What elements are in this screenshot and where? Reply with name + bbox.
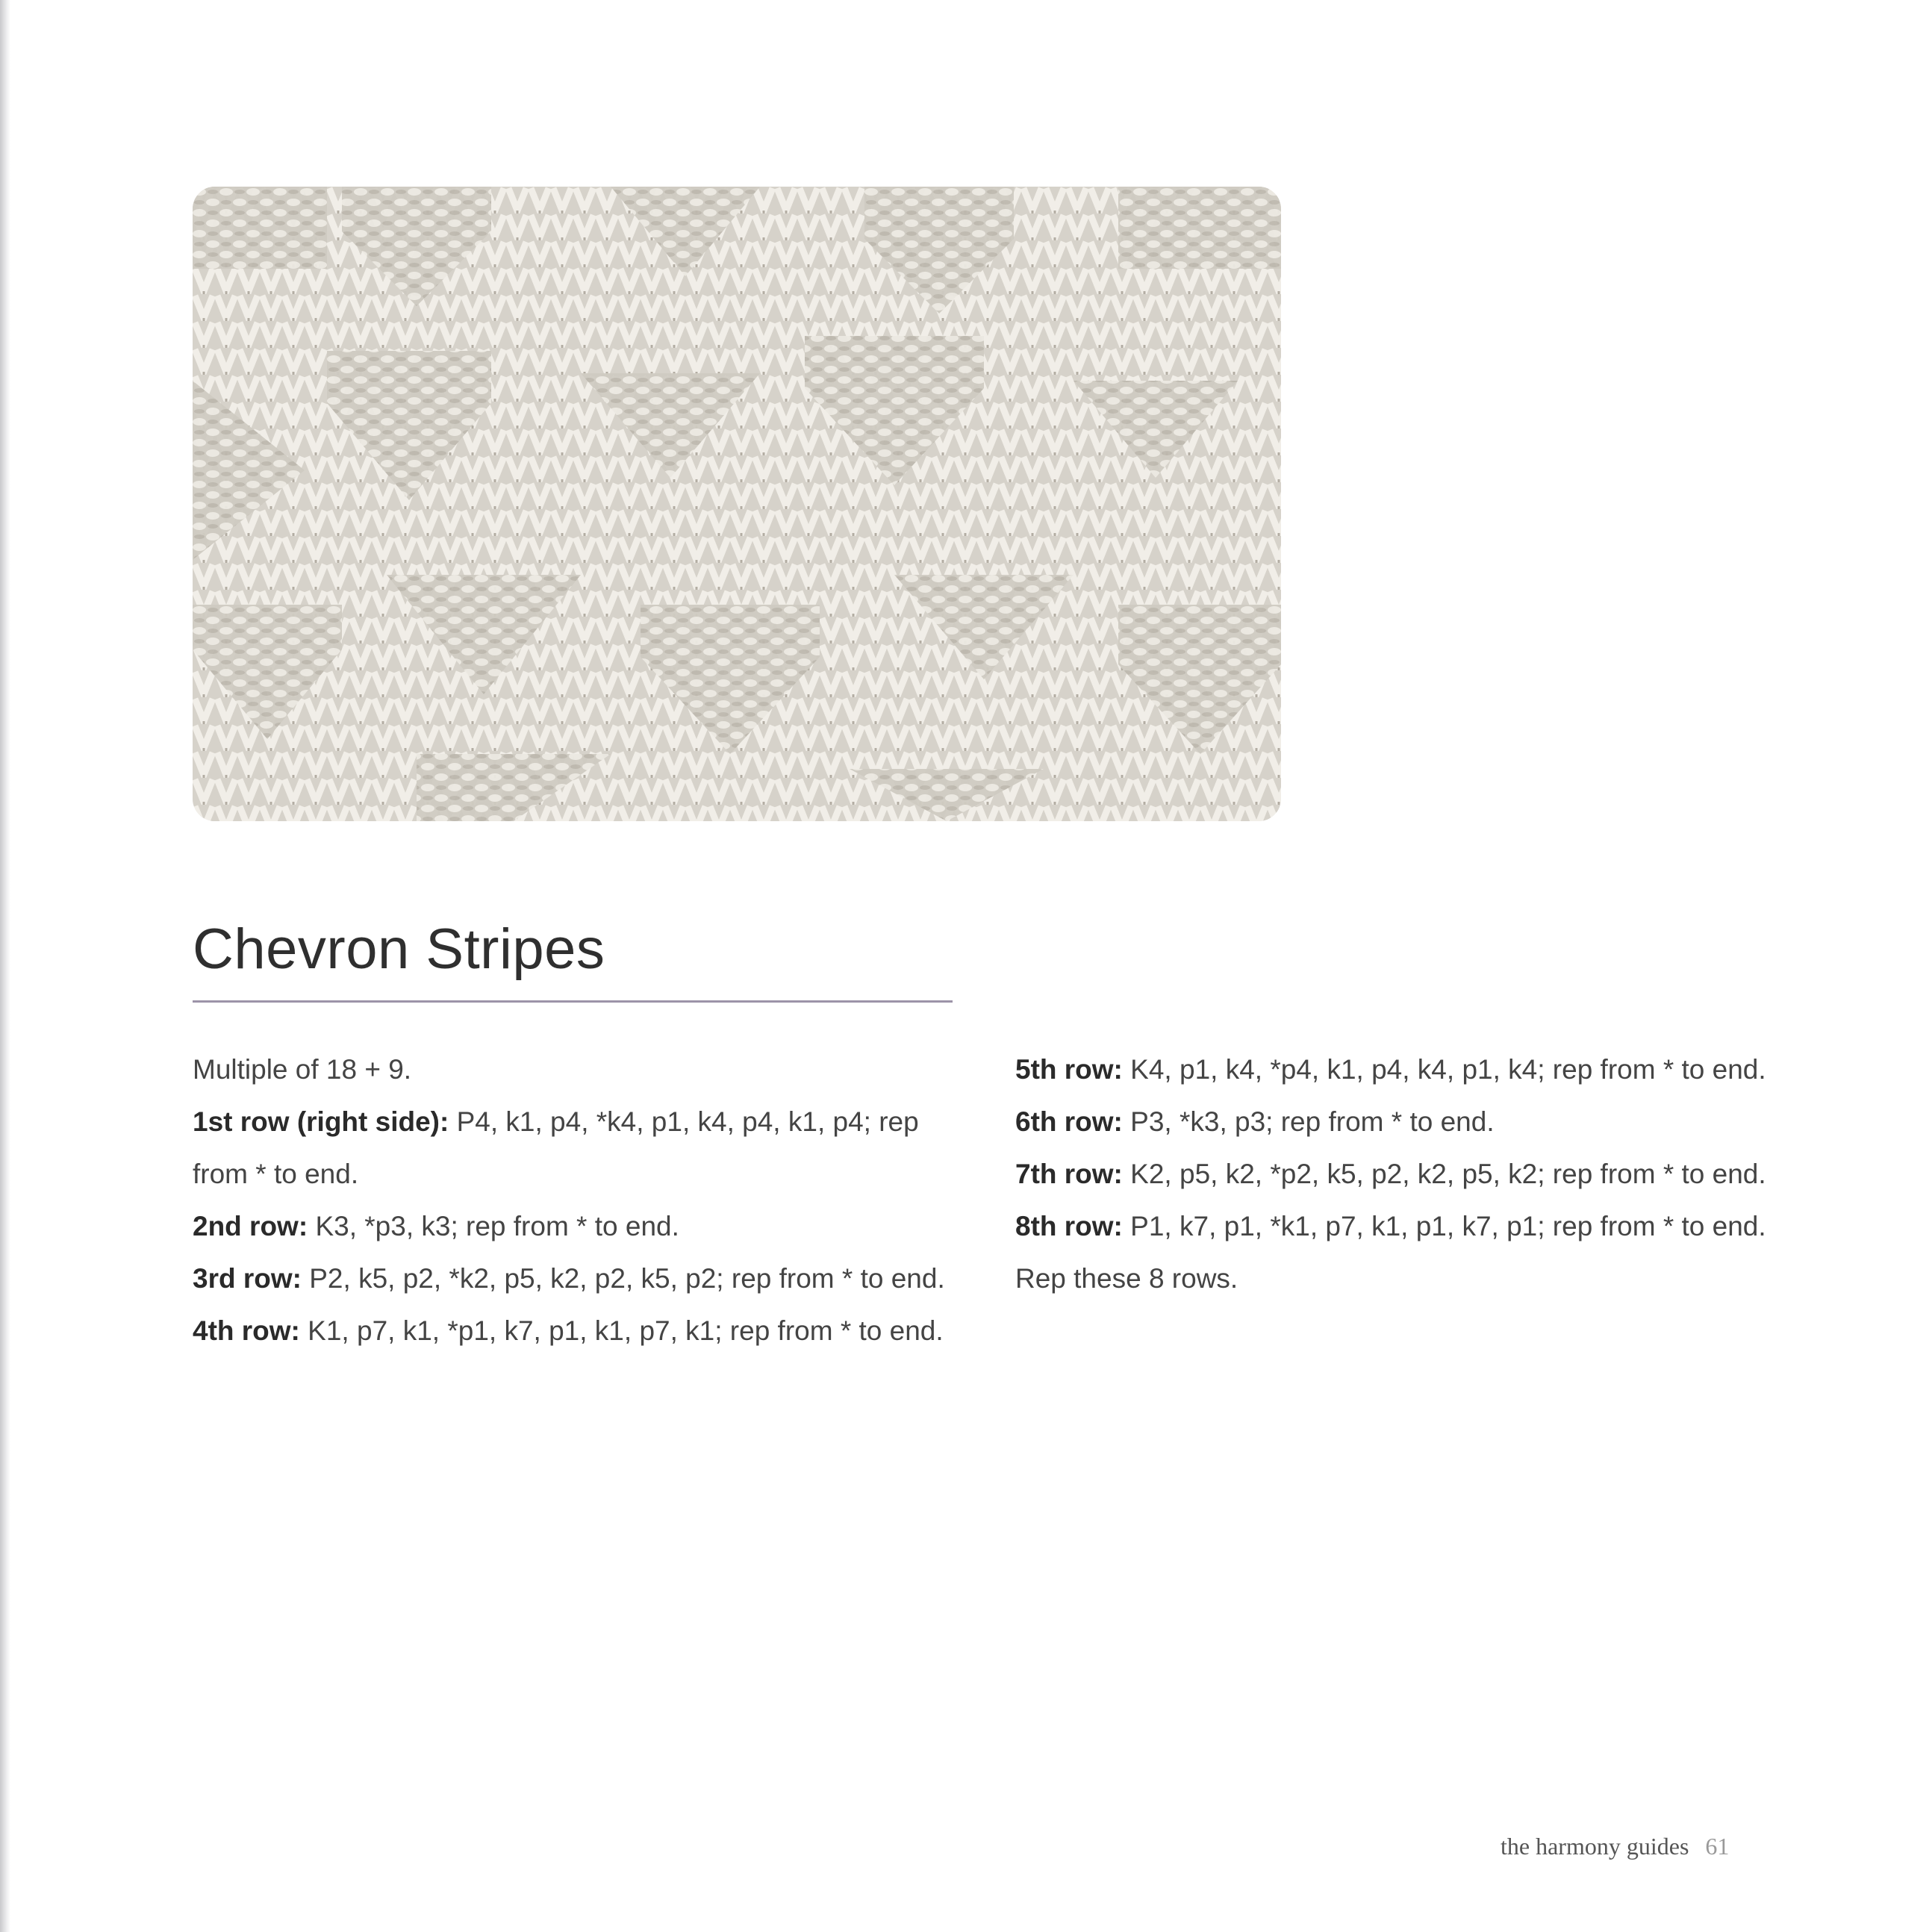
page-gutter-edge [0,0,10,1932]
row-text-1: P4, k1, p4, *k4, p1, k4, p4, k1, p4; rep from * to end. [193,1106,919,1189]
row-instruction-5 [1015,1044,1769,1096]
knitted-swatch-photo [193,187,1281,821]
instructions-right-column [1015,1044,1769,1305]
row-text-2: K3, *p3, k3; rep from * to end. [308,1211,679,1241]
row-text-8: P1, k7, p1, *k1, p7, k1, p1, k7, p1; rep from * to end. [1122,1211,1766,1241]
instructions-left-column [193,1044,954,1357]
row-instruction-1 [193,1096,954,1200]
row-label-2: 2nd row: [193,1211,308,1241]
swatch-texture [193,187,1281,821]
page-footer [1501,1833,1729,1860]
row-label-3: 3rd row: [193,1263,302,1294]
row-text-3: P2, k5, p2, *k2, p5, k2, p2, k5, p2; rep from * to end. [301,1263,945,1294]
row-label-8: 8th row: [1015,1211,1123,1241]
row-label-1: 1st row (right side): [193,1106,449,1137]
page-number: 61 [1705,1833,1730,1860]
row-instruction-8 [1015,1200,1769,1253]
row-text-5: K4, p1, k4, *p4, k1, p4, k4, p1, k4; rep from * to end. [1122,1054,1766,1085]
row-label-6: 6th row: [1015,1106,1123,1137]
row-instruction-7 [1015,1148,1769,1200]
stitch-multiple: Multiple of 18 + 9. [193,1054,412,1085]
title-divider-rule [193,1000,953,1003]
row-instruction-3 [193,1253,954,1305]
row-label-4: 4th row: [193,1315,300,1346]
row-text-6: P3, *k3, p3; rep from * to end. [1122,1106,1495,1137]
row-instruction-4 [193,1305,954,1357]
row-instruction-6 [1015,1096,1769,1148]
row-label-5: 5th row: [1015,1054,1123,1085]
footer-book-title: the harmony guides [1501,1833,1689,1860]
row-label-7: 7th row: [1015,1159,1123,1189]
row-text-7: K2, p5, k2, *p2, k5, p2, k2, p5, k2; rep from * to end. [1122,1159,1766,1189]
pattern-title: Chevron Stripes [193,917,605,981]
row-text-4: K1, p7, k1, *p1, k7, p1, k1, p7, k1; rep from * to end. [299,1315,944,1346]
repeat-instruction: Rep these 8 rows. [1015,1263,1238,1294]
row-instruction-2 [193,1200,954,1253]
